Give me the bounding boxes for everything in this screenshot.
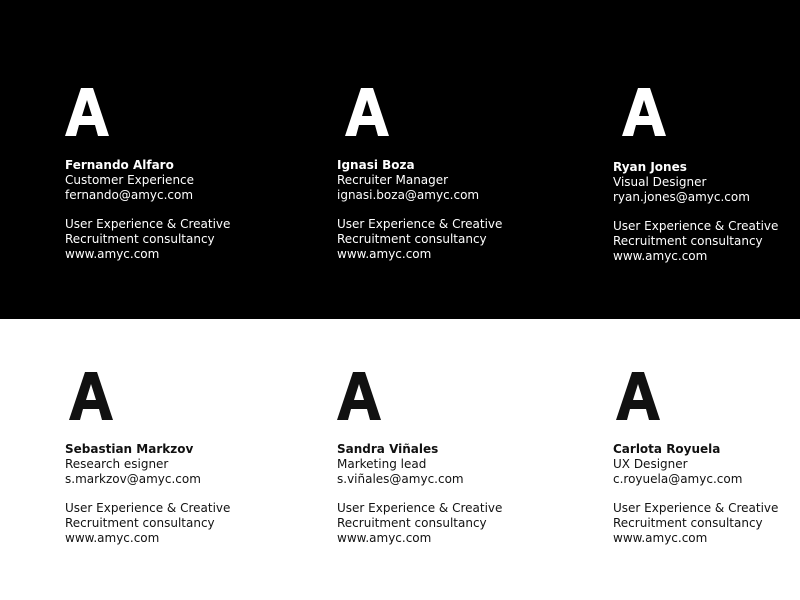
company-website: www.amyc.com xyxy=(65,530,160,545)
company-line-1: User Experience & Creative xyxy=(65,501,231,516)
card-info xyxy=(337,442,502,546)
light-band xyxy=(0,319,800,600)
company-line-2: Recruitment consultancy xyxy=(613,515,763,530)
person-role: UX Designer xyxy=(613,456,688,471)
person-role: Visual Designer xyxy=(613,174,707,189)
company-line-2: Recruitment consultancy xyxy=(65,515,215,530)
person-name: Carlota Royuela xyxy=(613,442,721,456)
company-website: www.amyc.com xyxy=(337,530,432,545)
person-email: c.royuela@amyc.com xyxy=(613,471,743,486)
company-line-2: Recruitment consultancy xyxy=(65,231,215,246)
amyc-logo xyxy=(337,372,381,420)
card-info xyxy=(65,158,230,262)
logo-a-icon xyxy=(345,88,389,136)
person-email: ignasi.boza@amyc.com xyxy=(337,187,480,202)
card-info xyxy=(613,160,778,264)
person-name: Sandra Viñales xyxy=(337,442,439,456)
logo-a-icon xyxy=(337,372,381,420)
company-website: www.amyc.com xyxy=(613,248,708,263)
logo-a-icon xyxy=(65,88,109,136)
person-email: s.markzov@amyc.com xyxy=(65,471,201,486)
company-line-2: Recruitment consultancy xyxy=(337,231,487,246)
logo-a-icon xyxy=(69,372,113,420)
company-line-1: User Experience & Creative xyxy=(613,501,779,516)
person-name: Fernando Alfaro xyxy=(65,158,174,172)
person-name: Ryan Jones xyxy=(613,160,687,174)
company-line-2: Recruitment consultancy xyxy=(337,515,487,530)
card-info xyxy=(337,158,502,262)
person-email: fernando@amyc.com xyxy=(65,187,194,202)
company-website: www.amyc.com xyxy=(613,530,708,545)
company-website: www.amyc.com xyxy=(65,246,160,261)
person-role: Marketing lead xyxy=(337,456,427,471)
logo-a-icon xyxy=(622,88,666,136)
person-role: Research esigner xyxy=(65,456,169,471)
logo-a-icon xyxy=(616,372,660,420)
company-website: www.amyc.com xyxy=(337,246,432,261)
person-email: s.viñales@amyc.com xyxy=(337,471,464,486)
company-line-1: User Experience & Creative xyxy=(337,501,503,516)
person-name: Ignasi Boza xyxy=(337,158,415,172)
amyc-logo xyxy=(69,372,113,420)
person-role: Recruiter Manager xyxy=(337,172,449,187)
card-info xyxy=(613,442,778,546)
person-name: Sebastian Markzov xyxy=(65,442,194,456)
amyc-logo xyxy=(65,88,109,136)
amyc-logo xyxy=(345,88,389,136)
amyc-logo xyxy=(616,372,660,420)
company-line-1: User Experience & Creative xyxy=(613,219,779,234)
card-info xyxy=(65,442,230,546)
company-line-1: User Experience & Creative xyxy=(65,217,231,232)
company-line-2: Recruitment consultancy xyxy=(613,233,763,248)
company-line-1: User Experience & Creative xyxy=(337,217,503,232)
person-email: ryan.jones@amyc.com xyxy=(613,189,750,204)
amyc-logo xyxy=(622,88,666,136)
person-role: Customer Experience xyxy=(65,172,195,187)
